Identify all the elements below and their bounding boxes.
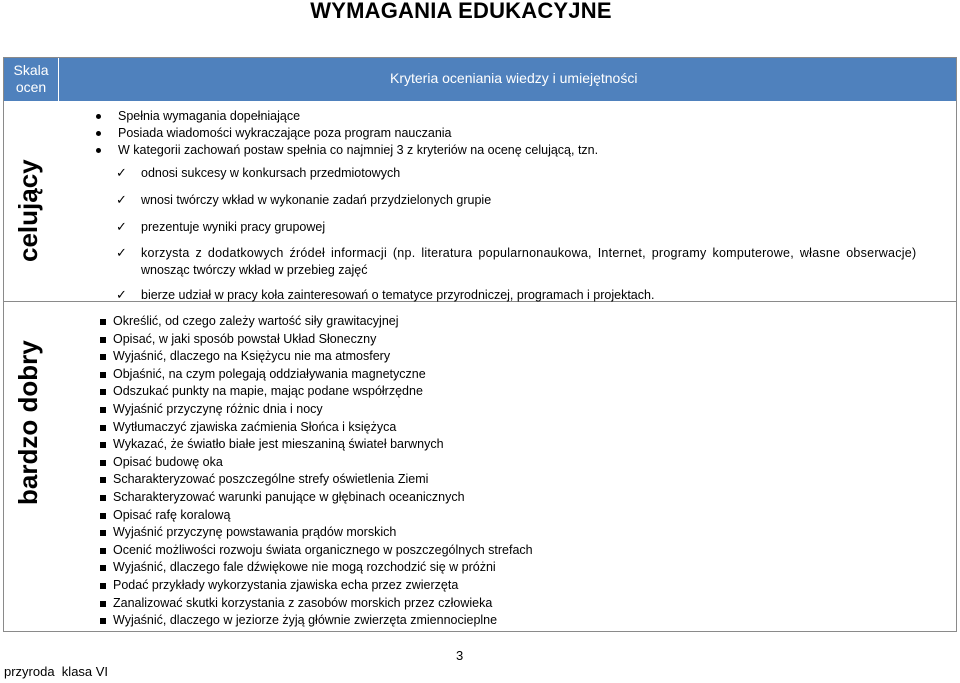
list-item: Wyjaśnić, dlaczego na Księżycu nie ma atmosfery <box>113 348 533 366</box>
list-item: ✓ prezentuje wyniki pracy grupowej <box>116 220 326 235</box>
square-bullet-icon <box>100 389 106 395</box>
square-bullet-icon <box>100 407 106 413</box>
square-bullet-icon <box>100 319 106 325</box>
square-bullet-icon <box>100 495 106 501</box>
grade-bardzo-dobry: bardzo dobry <box>13 340 43 505</box>
square-bullet-icon <box>100 477 106 483</box>
list-item: Posiada wiadomości wykraczające poza program nauczania <box>118 125 598 142</box>
page-number: 3 <box>456 648 464 663</box>
list-item: ✓ odnosi sukcesy w konkursach przedmiotowych <box>116 166 401 181</box>
list-item: Opisać rafę koralową <box>113 507 533 525</box>
list-item: Wytłumaczyć zjawiska zaćmienia Słońca i księżyca <box>113 419 533 437</box>
page-title: WYMAGANIA EDUKACYJNE <box>310 0 612 23</box>
checkmark-icon: ✓ <box>116 288 127 303</box>
list-item: Spełnia wymagania dopełniające <box>118 108 598 125</box>
list-item: Wyjaśnić, dlaczego w jeziorze żyją głównie zwierzęta zmiennocieplne <box>113 612 533 630</box>
celujacy-bullet-list <box>118 108 598 159</box>
bardzo-dobry-list <box>113 313 533 630</box>
list-item: Wykazać, że światło białe jest mieszaniną świateł barwnych <box>113 436 533 454</box>
square-bullet-icon <box>100 565 106 571</box>
list-item: Opisać budowę oka <box>113 454 533 472</box>
list-item: Scharakteryzować poszczególne strefy oświetlenia Ziemi <box>113 471 533 489</box>
square-bullet-icon <box>100 601 106 607</box>
header-criteria: Kryteria oceniania wiedzy i umiejętności <box>390 70 638 86</box>
list-item: Określić, od czego zależy wartość siły grawitacyjnej <box>113 313 533 331</box>
list-item: Ocenić możliwości rozwoju świata organicznego w poszczególnych strefach <box>113 542 533 560</box>
list-item: ✓ wnosi twórczy wkład w wykonanie zadań przydzielonych grupie <box>116 193 492 208</box>
table-header <box>4 58 956 101</box>
square-bullet-icon <box>100 425 106 431</box>
square-bullet-icon <box>100 372 106 378</box>
checkmark-icon: ✓ <box>116 246 127 261</box>
square-bullet-icon <box>100 354 106 360</box>
list-item: ✓ bierze udział w pracy koła zainteresowań o tematyce przyrodniczej, programach i projektach. <box>116 288 655 303</box>
square-bullet-icon <box>100 583 106 589</box>
list-item: Wyjaśnić przyczynę różnic dnia i nocy <box>113 401 533 419</box>
footer-subject: przyroda klasa VI <box>4 664 109 679</box>
checkmark-icon: ✓ <box>116 193 127 208</box>
list-item: Opisać, w jaki sposób powstał Układ Słoneczny <box>113 331 533 349</box>
list-item: Scharakteryzować warunki panujące w głębinach oceanicznych <box>113 489 533 507</box>
grade-celujacy: celujący <box>13 159 43 262</box>
square-bullet-icon <box>100 513 106 519</box>
checkmark-icon: ✓ <box>116 220 127 235</box>
square-bullet-icon <box>100 618 106 624</box>
square-bullet-icon <box>100 442 106 448</box>
list-item: Wyjaśnić, dlaczego fale dźwiękowe nie mogą rozchodzić się w próżni <box>113 559 533 577</box>
square-bullet-icon <box>100 337 106 343</box>
list-item: W kategorii zachowań postaw spełnia co najmniej 3 z kryteriów na ocenę celującą, tzn. <box>118 143 599 157</box>
list-item: Zanalizować skutki korzystania z zasobów morskich przez człowieka <box>113 595 533 613</box>
list-item: Objaśnić, na czym polegają oddziaływania magnetyczne <box>113 366 533 384</box>
square-bullet-icon <box>100 460 106 466</box>
list-item: Podać przykłady wykorzystania zjawiska echa przez zwierzęta <box>113 577 533 595</box>
list-item: Odszukać punkty na mapie, mając podane współrzędne <box>113 383 533 401</box>
header-scale-label: Skala ocen <box>13 62 49 95</box>
square-bullet-icon <box>100 548 106 554</box>
list-item-continuation: wnosząc twórczy wkład w przebieg zajęć <box>141 263 368 277</box>
checkmark-icon: ✓ <box>116 166 127 181</box>
list-item: Wyjaśnić przyczynę powstawania prądów morskich <box>113 524 533 542</box>
list-item: ✓ korzysta z dodatkowych źródeł informacji (np. literatura popularnonaukowa, Internet, programy komputerowe, własne obserwacje) <box>116 246 917 261</box>
header-scale <box>4 58 59 101</box>
square-bullet-icon <box>100 530 106 536</box>
